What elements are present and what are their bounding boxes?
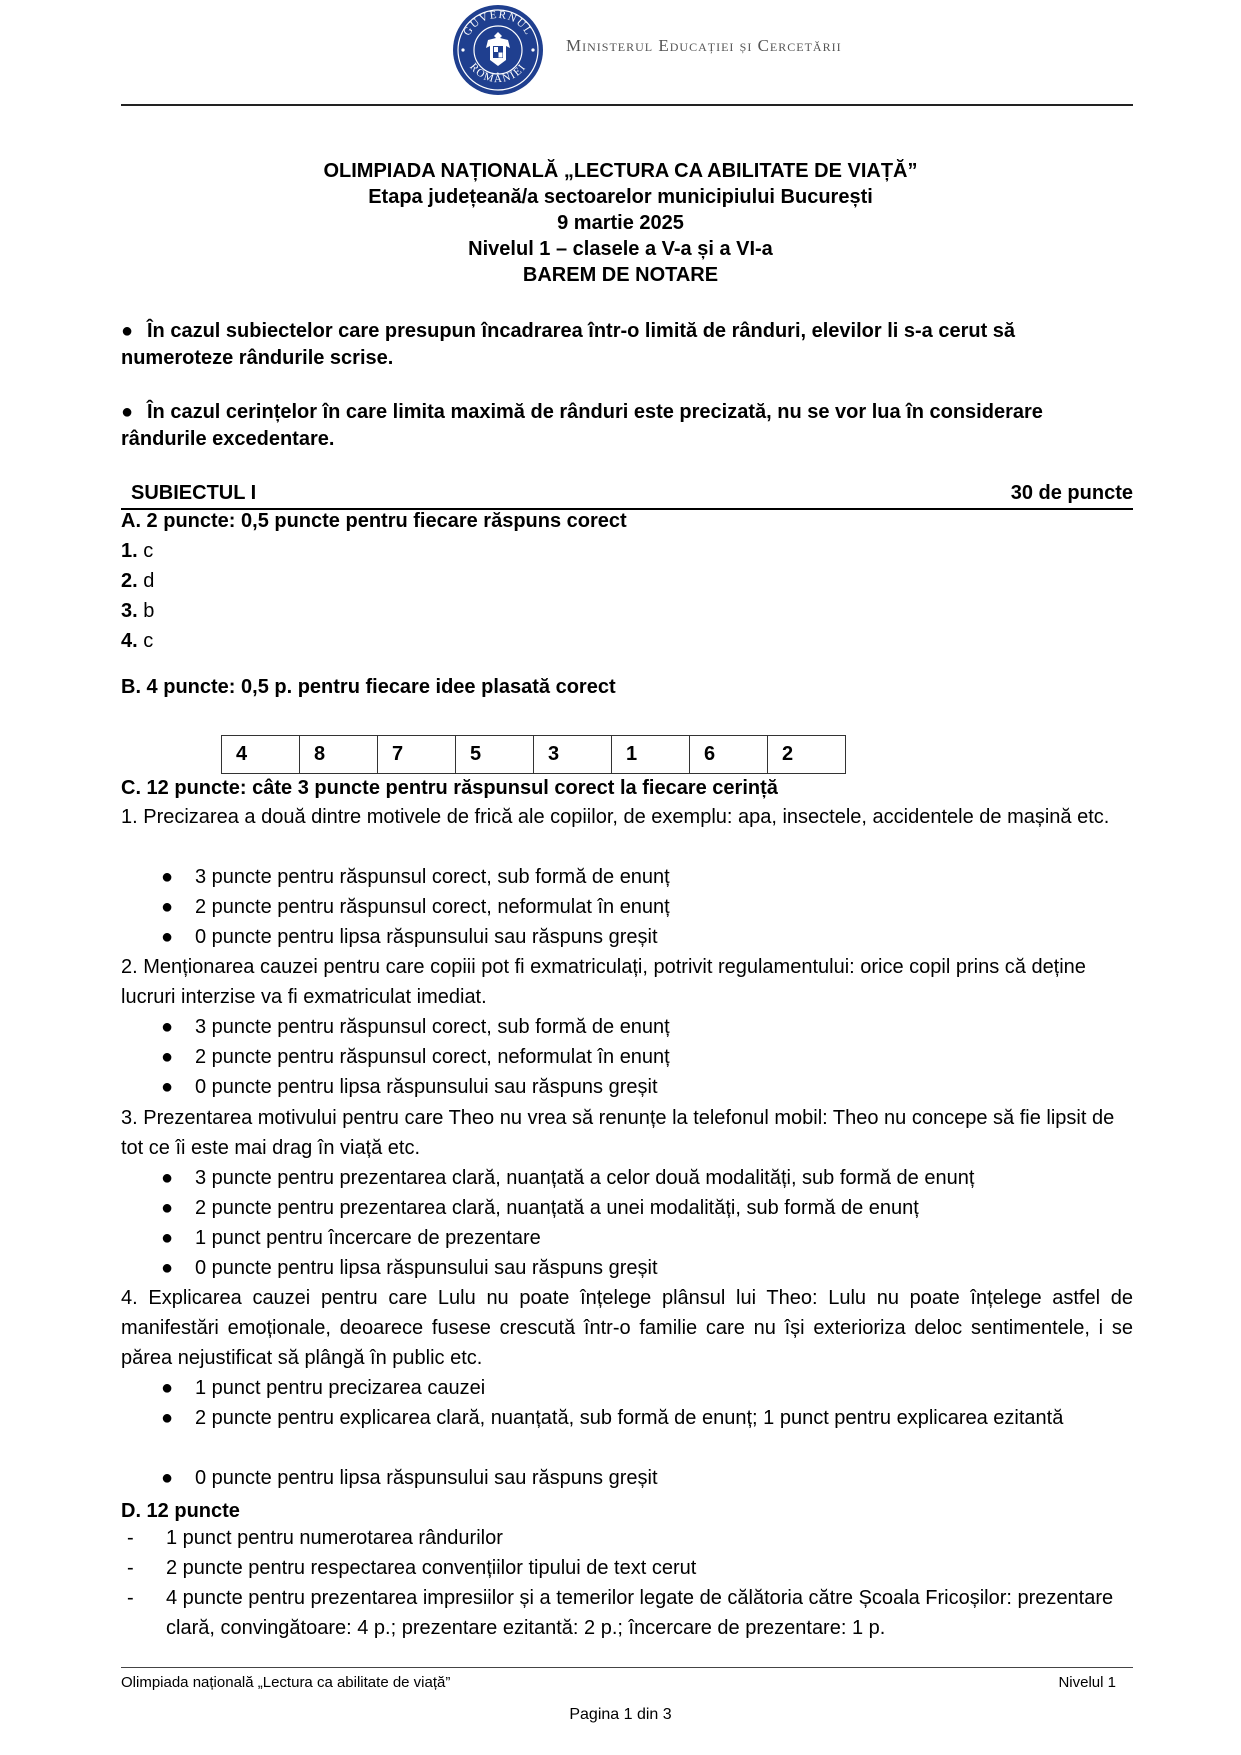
ministry-name: Ministerul Educației și Cercetării [566,36,842,55]
note-text: În cazul subiectelor care presupun încadrarea într-o limită de rânduri, elevilor li s-a cerut să numeroteze rândurile scrise. [121,320,1016,369]
footer-divider [121,1667,1133,1668]
bullet-icon: ● [161,1257,174,1279]
dash-icon: - [127,1527,134,1549]
requirement-text: 2. Menționarea cauzei pentru care copiii pot fi exmatriculați, potrivit regulamentului: orice copil prins că deține lucruri interzise va fi exmatriculat imediat. [121,956,1086,1008]
bullet-icon: ● [161,1167,174,1189]
section-d-heading: D. 12 puncte [121,1500,240,1522]
scoring-bullet: ● 0 puncte pentru lipsa răspunsului sau răspuns greșit [161,922,1133,952]
table-cell: 5 [456,736,534,774]
subject-label: SUBIECTUL I [131,482,257,504]
footer-title: Olimpiada națională „Lectura ca abilitate de viață” [121,1674,451,1691]
subject-header [121,482,1133,510]
logo-top-text: GUVERNUL [461,8,535,38]
table-cell: 3 [534,736,612,774]
table-row [222,736,846,774]
scoring-bullet: ● 1 punct pentru încercare de prezentare [161,1223,1133,1253]
scoring-bullet: ● 3 puncte pentru răspunsul corect, sub formă de enunț [161,1012,1133,1042]
scoring-bullet: ● 0 puncte pentru lipsa răspunsului sau răspuns greșit [161,1463,1133,1493]
bullet-icon: ● [161,1076,174,1098]
answer-item: 1. c [121,540,154,562]
exam-date: 9 martie 2025 [557,212,684,234]
section-a-heading: A. 2 puncte: 0,5 puncte pentru fiecare răspuns corect [121,510,627,532]
government-seal-logo [452,4,544,96]
document-title [0,158,1241,288]
olympiad-title: OLIMPIADA NAȚIONALĂ „LECTURA CA ABILITATE DE VIAȚĂ” [323,160,918,182]
dash-icon: - [127,1587,134,1609]
table-cell: 2 [768,736,846,774]
bullet-icon: ● [161,1467,174,1489]
bullet-icon: ● [161,1197,174,1219]
bullet-icon: ● [161,926,174,948]
grading-scheme-title: BAREM DE NOTARE [522,264,719,286]
table-cell: 8 [300,736,378,774]
subject-points: 30 de puncte [1010,482,1133,504]
table-cell: 4 [222,736,300,774]
scoring-bullet: ● 3 puncte pentru prezentarea clară, nuanțată a celor două modalități, sub formă de enunț [161,1163,1133,1193]
bullet-icon: ● [121,401,134,423]
page-header [0,0,1241,110]
stage-title: Etapa județeană/a sectoarelor municipiului București [368,186,873,208]
bullet-icon: ● [161,1016,174,1038]
dash-icon: - [127,1557,134,1579]
section-c-heading: C. 12 puncte: câte 3 puncte pentru răspunsul corect la fiecare cerință [121,777,778,799]
bullet-icon: ● [161,1407,174,1429]
scoring-bullet: ● 0 puncte pentru lipsa răspunsului sau răspuns greșit [161,1253,1133,1283]
scoring-bullet: ● 3 puncte pentru răspunsul corect, sub formă de enunț [161,862,1133,892]
bullet-icon: ● [161,1377,174,1399]
table-cell: 1 [612,736,690,774]
scoring-bullet: ● 0 puncte pentru lipsa răspunsului sau răspuns greșit [161,1072,1133,1102]
footer-level: Nivelul 1 [1058,1674,1116,1691]
sequence-table [221,735,846,774]
section-b-heading: B. 4 puncte: 0,5 p. pentru fiecare idee plasată corect [121,676,616,698]
scoring-bullet: ● 1 punct pentru precizarea cauzei [161,1373,1133,1403]
note-item [121,318,1131,372]
scoring-bullet: ● 2 puncte pentru răspunsul corect, neformulat în enunț [161,892,1133,922]
scoring-dash-item: - 4 puncte pentru prezentarea impresiilor și a temerilor legate de călătoria către Școala Fricoșilor: prezentare clară, convingătoare: 4 p.; prezentare ezitantă: 2 p.; încercare de prezentare: 1 p. [121,1583,1133,1643]
bullet-icon: ● [161,866,174,888]
scoring-dash-item: - 2 puncte pentru respectarea convențiilor tipului de text cerut [121,1553,1133,1583]
answer-item: 3. b [121,600,155,622]
scoring-bullet: ● 2 puncte pentru răspunsul corect, neformulat în enunț [161,1042,1133,1072]
note-item [121,399,1131,453]
requirement-text: 4. Explicarea cauzei pentru care Lulu nu poate înțelege plânsul lui Theo: Lulu nu poate înțelege astfel de manifestări emoționale, deoarece fusese crescută într-o familie care nu își exterioriza deloc sentimentele, i se părea nejustificat să plângă în public etc. [121,1287,1133,1369]
bullet-icon: ● [161,1227,174,1249]
scoring-bullet: ● 2 puncte pentru prezentarea clară, nuanțată a unei modalități, sub formă de enunț [161,1193,1133,1223]
requirement-text: 1. Precizarea a două dintre motivele de frică ale copiilor, de exemplu: apa, insectele, accidentele de mașină etc. [121,806,1110,828]
header-divider [121,104,1133,106]
answer-item: 4. c [121,630,154,652]
page-number: Pagina 1 din 3 [569,1706,672,1723]
scoring-dash-item: - 1 punct pentru numerotarea rândurilor [121,1523,1133,1553]
table-cell: 7 [378,736,456,774]
logo-bottom-text: ROMÂNIEI [467,61,529,86]
bullet-icon: ● [161,1046,174,1068]
requirement-text: 3. Prezentarea motivului pentru care Theo nu vrea să renunțe la telefonul mobil: Theo nu concepe să fie lipsit de tot ce îi este mai drag în viață etc. [121,1107,1115,1159]
answer-item: 2. d [121,570,155,592]
level-title: Nivelul 1 – clasele a V-a și a VI-a [468,238,773,260]
scoring-bullet: ● 2 puncte pentru explicarea clară, nuanțată, sub formă de enunț; 1 punct pentru explicarea ezitantă [161,1403,1133,1433]
note-text: În cazul cerințelor în care limita maximă de rânduri este precizată, nu se vor lua în considerare rândurile excedentare. [121,401,1043,450]
table-cell: 6 [690,736,768,774]
bullet-icon: ● [121,320,134,342]
bullet-icon: ● [161,896,174,918]
